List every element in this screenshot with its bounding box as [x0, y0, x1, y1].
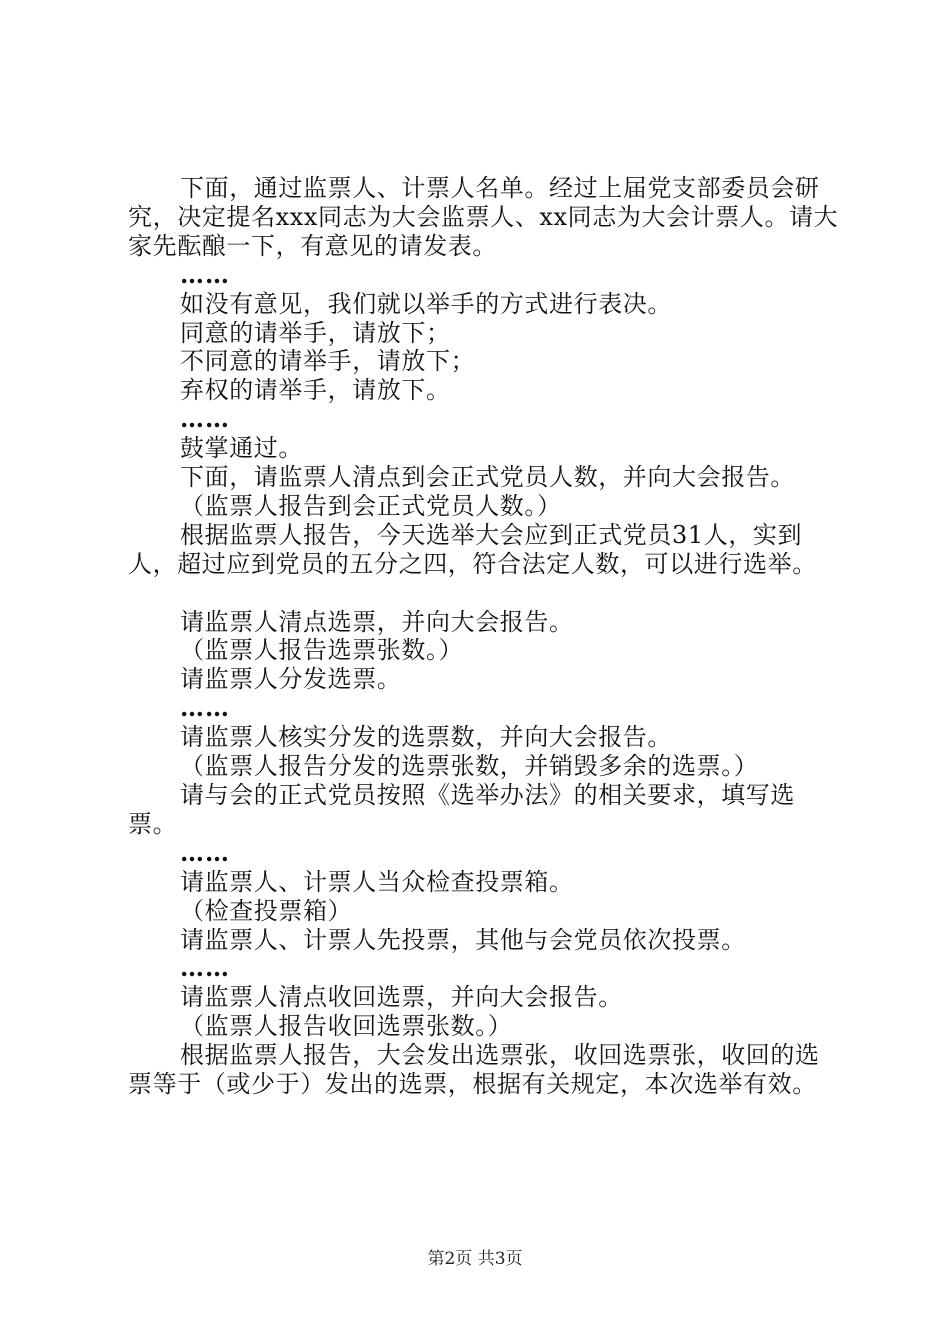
page-footer: 第2页 共3页	[427, 1249, 523, 1269]
paragraph-distribute: 请监票人分发选票。	[180, 665, 402, 694]
paragraph-valid: 根据监票人报告，大会发出选票张，收回选票张，收回的选票等于（或少于）发出的选票，根据有关规定，本次选举有效。	[128, 1041, 820, 1099]
ellipsis: ……	[180, 837, 230, 867]
ellipsis: ……	[180, 259, 230, 289]
paragraph-quorum: 根据监票人报告，今天选举大会应到正式党员31人，实到人，超过应到党员的五分之四，符合法定人数，可以进行选举。	[128, 520, 817, 578]
paragraph-report-collected: （监票人报告收回选票张数。）	[180, 1012, 513, 1041]
paragraph-nomination: 下面，通过监票人、计票人名单。经过上届党支部委员会研究，决定提名xxx同志为大会监票人、xx同志为大会计票人。请大家先酝酿一下，有意见的请发表。	[128, 174, 839, 260]
paragraph-report-members: （监票人报告到会正式党员人数。）	[180, 491, 562, 520]
paragraph-passed: 鼓掌通过。	[180, 434, 303, 463]
paragraph-count-ballots: 请监票人清点选票，并向大会报告。	[180, 607, 574, 636]
ellipsis: ……	[180, 953, 230, 983]
blank-line	[128, 579, 840, 608]
paragraph-vote-method: 如没有意见，我们就以举手的方式进行表决。	[180, 289, 672, 318]
paragraph-cast-votes: 请监票人、计票人先投票，其他与会党员依次投票。	[180, 925, 746, 954]
document-body	[128, 174, 840, 1099]
paragraph-collect: 请监票人清点收回选票，并向大会报告。	[180, 983, 623, 1012]
paragraph-agree: 同意的请举手，请放下；	[180, 318, 451, 347]
paragraph-count-members: 下面，请监票人清点到会正式党员人数，并向大会报告。	[180, 463, 795, 492]
paragraph-verify: 请监票人核实分发的选票数，并向大会报告。	[180, 723, 672, 752]
paragraph-check-box: 请监票人、计票人当众检查投票箱。	[180, 867, 574, 896]
ellipsis: ……	[180, 693, 230, 723]
paragraph-check-box-note: （检查投票箱）	[180, 896, 353, 925]
paragraph-abstain: 弃权的请举手，请放下。	[180, 376, 451, 405]
ellipsis: ……	[180, 404, 230, 434]
paragraph-disagree: 不同意的请举手，请放下；	[180, 347, 476, 376]
paragraph-fill-ballot: 请与会的正式党员按照《选举办法》的相关要求，填写选票。	[128, 781, 795, 838]
paragraph-report-distributed: （监票人报告分发的选票张数，并销毁多余的选票。）	[180, 752, 759, 781]
paragraph-report-ballots: （监票人报告选票张数。）	[180, 636, 464, 665]
